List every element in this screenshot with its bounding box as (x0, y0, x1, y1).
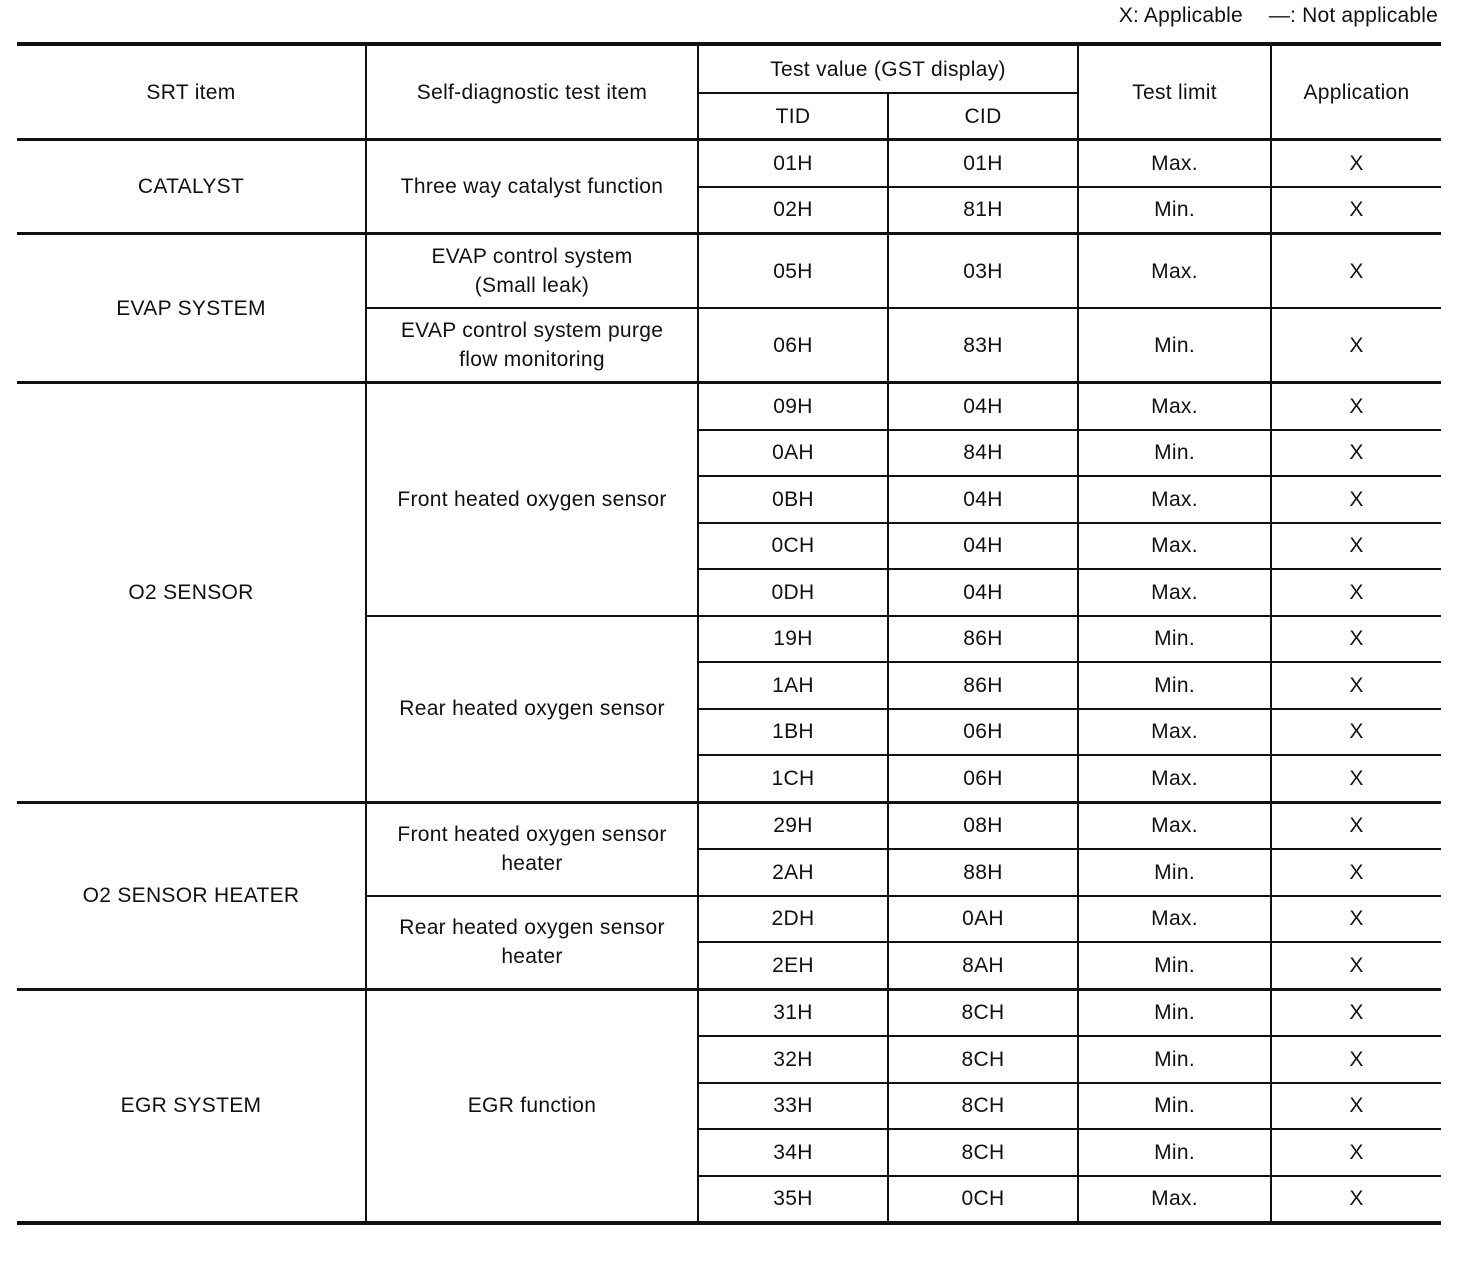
cid-cell: 04H (888, 383, 1078, 430)
limit-cell: Max. (1078, 1176, 1271, 1224)
application-cell: X (1271, 1036, 1441, 1083)
header-tid: TID (698, 93, 888, 140)
tid-cell: 2DH (698, 896, 888, 943)
limit-cell: Min. (1078, 662, 1271, 709)
tid-cell: 31H (698, 989, 888, 1036)
application-cell: X (1271, 896, 1441, 943)
test-item-line: Rear heated oxygen sensor (399, 916, 665, 939)
test-item-cell: Front heated oxygen sensor (366, 383, 698, 616)
limit-cell: Min. (1078, 187, 1271, 234)
test-item-line: heater (501, 852, 563, 875)
tid-cell: 29H (698, 802, 888, 849)
application-cell: X (1271, 1176, 1441, 1224)
tid-cell: 33H (698, 1083, 888, 1130)
legend-not-applicable: —: Not applicable (1268, 4, 1438, 27)
tid-cell: 2AH (698, 849, 888, 896)
application-cell: X (1271, 1129, 1441, 1176)
header-test-limit: Test limit (1078, 44, 1271, 140)
limit-cell: Min. (1078, 616, 1271, 663)
cid-cell: 8AH (888, 942, 1078, 989)
test-item-line: EVAP control system (431, 245, 633, 268)
application-cell: X (1271, 308, 1441, 383)
application-cell: X (1271, 187, 1441, 234)
limit-cell: Min. (1078, 430, 1271, 477)
limit-cell: Min. (1078, 308, 1271, 383)
application-cell: X (1271, 569, 1441, 616)
tid-cell: 1CH (698, 755, 888, 802)
table-row (17, 989, 1441, 1036)
test-item-cell: EGR function (366, 989, 698, 1223)
limit-cell: Min. (1078, 1129, 1271, 1176)
limit-cell: Min. (1078, 849, 1271, 896)
header-application: Application (1271, 44, 1441, 140)
cid-cell: 03H (888, 234, 1078, 309)
table-row (17, 140, 1441, 187)
limit-cell: Max. (1078, 140, 1271, 187)
application-cell: X (1271, 140, 1441, 187)
cid-cell: 08H (888, 802, 1078, 849)
cid-cell: 83H (888, 308, 1078, 383)
cid-cell: 88H (888, 849, 1078, 896)
cid-cell: 8CH (888, 1129, 1078, 1176)
table-row (17, 802, 1441, 849)
cid-cell: 86H (888, 662, 1078, 709)
srt-test-table (17, 42, 1441, 1225)
tid-cell: 01H (698, 140, 888, 187)
application-cell: X (1271, 616, 1441, 663)
cid-cell: 04H (888, 569, 1078, 616)
application-cell: X (1271, 1083, 1441, 1130)
tid-cell: 34H (698, 1129, 888, 1176)
header-cid: CID (888, 93, 1078, 140)
cid-cell: 04H (888, 523, 1078, 570)
tid-cell: 1BH (698, 709, 888, 756)
tid-cell: 05H (698, 234, 888, 309)
limit-cell: Min. (1078, 942, 1271, 989)
srt-item-cell: O2 SENSOR HEATER (17, 802, 366, 989)
tid-cell: 0BH (698, 476, 888, 523)
cid-cell: 84H (888, 430, 1078, 477)
cid-cell: 8CH (888, 1083, 1078, 1130)
application-cell: X (1271, 942, 1441, 989)
application-cell: X (1271, 383, 1441, 430)
srt-item-cell: EVAP SYSTEM (17, 234, 366, 383)
cid-cell: 8CH (888, 1036, 1078, 1083)
test-item-line: Front heated oxygen sensor (397, 823, 667, 846)
tid-cell: 06H (698, 308, 888, 383)
tid-cell: 1AH (698, 662, 888, 709)
tid-cell: 0AH (698, 430, 888, 477)
test-item-line: EVAP control system purge (400, 319, 664, 342)
table-row (17, 234, 1441, 309)
cid-cell: 06H (888, 755, 1078, 802)
tid-cell: 19H (698, 616, 888, 663)
limit-cell: Min. (1078, 1083, 1271, 1130)
limit-cell: Max. (1078, 476, 1271, 523)
application-cell: X (1271, 802, 1441, 849)
tid-cell: 2EH (698, 942, 888, 989)
application-cell: X (1271, 523, 1441, 570)
header-self-diagnostic-item: Self-diagnostic test item (366, 44, 698, 140)
test-item-cell (366, 308, 698, 383)
tid-cell: 35H (698, 1176, 888, 1224)
limit-cell: Max. (1078, 755, 1271, 802)
table-row (17, 383, 1441, 430)
cid-cell: 0CH (888, 1176, 1078, 1224)
tid-cell: 0CH (698, 523, 888, 570)
test-item-cell (366, 234, 698, 309)
legend (1119, 4, 1438, 28)
limit-cell: Max. (1078, 709, 1271, 756)
cid-cell: 81H (888, 187, 1078, 234)
header-srt-item: SRT item (17, 44, 366, 140)
header-test-value: Test value (GST display) (698, 44, 1078, 93)
test-item-line: (Small leak) (474, 274, 590, 297)
srt-item-cell: EGR SYSTEM (17, 989, 366, 1223)
test-item-cell (366, 802, 698, 896)
tid-cell: 32H (698, 1036, 888, 1083)
limit-cell: Min. (1078, 1036, 1271, 1083)
test-item-cell: Rear heated oxygen sensor (366, 616, 698, 803)
srt-item-cell: O2 SENSOR (17, 383, 366, 803)
application-cell: X (1271, 476, 1441, 523)
cid-cell: 01H (888, 140, 1078, 187)
cid-cell: 04H (888, 476, 1078, 523)
test-item-line: heater (501, 945, 563, 968)
application-cell: X (1271, 755, 1441, 802)
srt-item-cell: CATALYST (17, 140, 366, 234)
tid-cell: 02H (698, 187, 888, 234)
application-cell: X (1271, 430, 1441, 477)
cid-cell: 86H (888, 616, 1078, 663)
limit-cell: Max. (1078, 896, 1271, 943)
test-item-cell: Three way catalyst function (366, 140, 698, 234)
limit-cell: Min. (1078, 989, 1271, 1036)
test-item-line: flow monitoring (459, 348, 605, 371)
tid-cell: 0DH (698, 569, 888, 616)
application-cell: X (1271, 709, 1441, 756)
limit-cell: Max. (1078, 523, 1271, 570)
application-cell: X (1271, 849, 1441, 896)
limit-cell: Max. (1078, 569, 1271, 616)
test-item-cell (366, 896, 698, 990)
legend-applicable: X: Applicable (1118, 4, 1243, 27)
tid-cell: 09H (698, 383, 888, 430)
limit-cell: Max. (1078, 802, 1271, 849)
limit-cell: Max. (1078, 234, 1271, 309)
cid-cell: 06H (888, 709, 1078, 756)
limit-cell: Max. (1078, 383, 1271, 430)
application-cell: X (1271, 989, 1441, 1036)
cid-cell: 0AH (888, 896, 1078, 943)
cid-cell: 8CH (888, 989, 1078, 1036)
application-cell: X (1271, 662, 1441, 709)
application-cell: X (1271, 234, 1441, 309)
